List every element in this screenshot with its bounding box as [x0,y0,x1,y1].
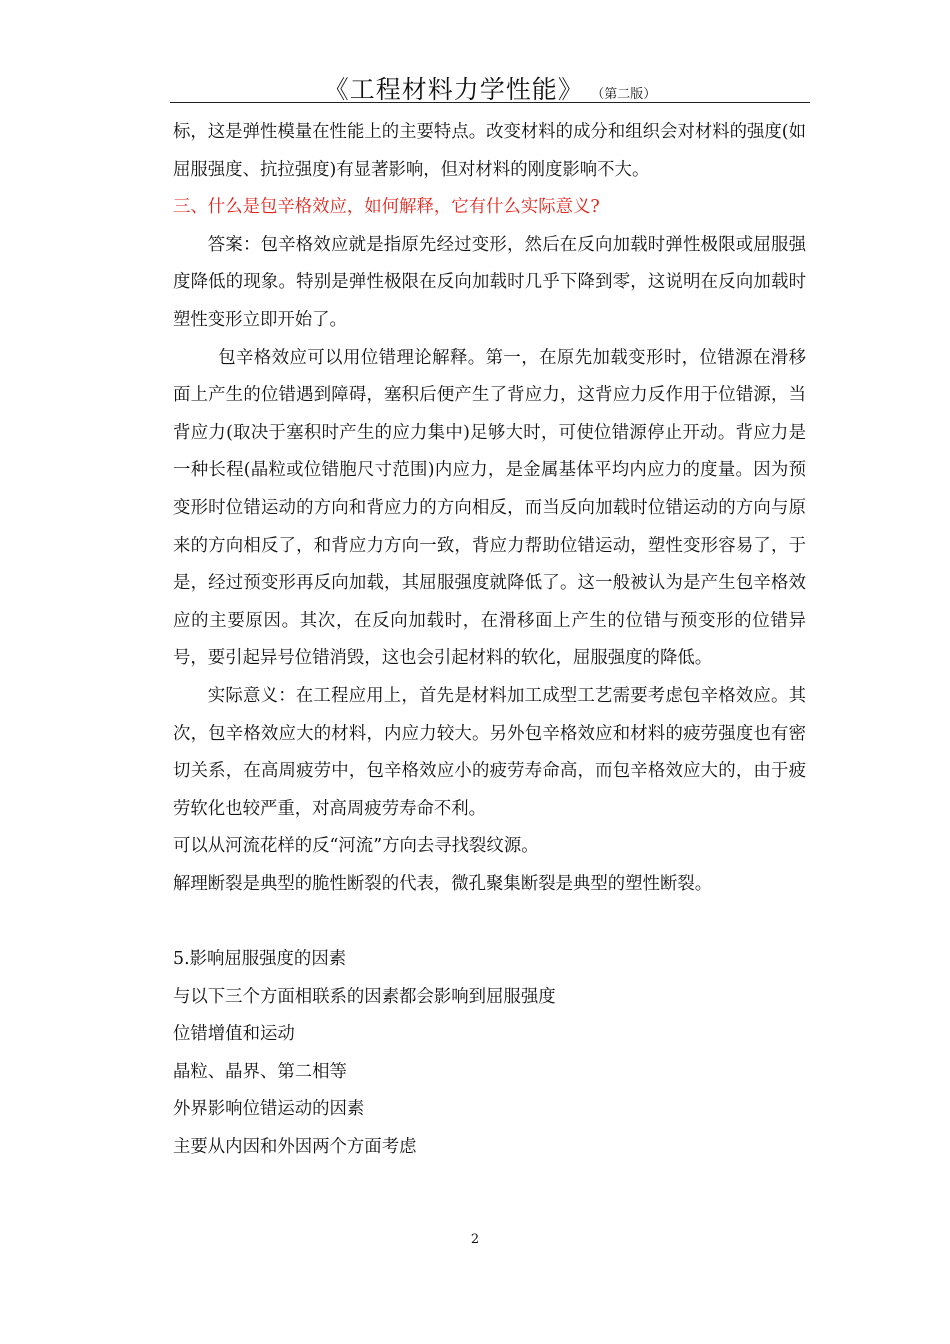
note-fracture-types: 解理断裂是典型的脆性断裂的代表，微孔聚集断裂是典型的塑性断裂。 [173,873,713,894]
page-number: 2 [470,1232,480,1247]
list-item: 主要从内因和外因两个方面考虑 [173,1137,417,1158]
note-river-pattern: 可以从河流花样的反“河流”方向去寻找裂纹源。 [173,836,539,857]
page-header [170,64,810,104]
list-item: 晶粒、晶界、第二相等 [173,1061,347,1082]
answer-definition: 答案：包辛格效应就是指原先经过变形，然后在反向加载时弹性极限或屈服强度降低的现象。特别是弹性极限在反向加载时几乎下降到零，这说明在反向加载时塑性变形立即开始了。 [173,234,806,330]
document-title: 《工程材料力学性能》 [323,75,584,104]
blank-line [173,903,806,941]
header-divider [170,102,810,103]
list-item: 位错增值和运动 [173,1024,295,1045]
answer-explanation: 包辛格效应可以用位错理论解释。第一，在原先加载变形时，位错源在滑移面上产生的位错遇到障碍，塞积后便产生了背应力，这背应力反作用于位错源，当背应力(取决于塞积时产生的应力集中)足够大时，可使位错源停止开动。背应力是一种长程(晶粒或位错胞尺寸范围)内应力，是金属基体平均内应力的度量。因为预变形时位错运动的方向和背应力的方向相反，而当反向加载时位错运动的方向与原来的方向相反了，和背应力方向一致，背应力帮助位错运动，塑性变形容易了，于是，经过预变形再反向加载，其屈服强度就降低了。这一般被认为是产生包辛格效应的主要原因。其次，在反向加载时，在滑移面上产生的位错与预变形的位错异号，要引起异号位错消毁，这也会引起材料的软化，屈服强度的降低。 [173,347,806,669]
document-body [173,114,806,1167]
answer-significance: 实际意义：在工程应用上，首先是材料加工成型工艺需要考虑包辛格效应。其次，包辛格效应大的材料，内应力较大。另外包辛格效应和材料的疲劳强度也有密切关系，在高周疲劳中，包辛格效应小的疲劳寿命高，而包辛格效应大的，由于疲劳软化也较严重，对高周疲劳寿命不利。 [173,685,806,819]
section-heading-yield-strength: 5.影响屈服强度的因素 [173,949,347,970]
edition-label: （第二版） [597,87,657,102]
question-heading: 三、什么是包辛格效应，如何解释，它有什么实际意义? [173,197,600,218]
paragraph-elastic-modulus-continued: 标，这是弹性模量在性能上的主要特点。改变材料的成分和组织会对材料的强度(如屈服强度、抗拉强度)有显著影响，但对材料的刚度影响不大。 [173,122,806,180]
list-intro: 与以下三个方面相联系的因素都会影响到屈服强度 [173,986,556,1007]
list-item: 外界影响位错运动的因素 [173,1099,365,1120]
